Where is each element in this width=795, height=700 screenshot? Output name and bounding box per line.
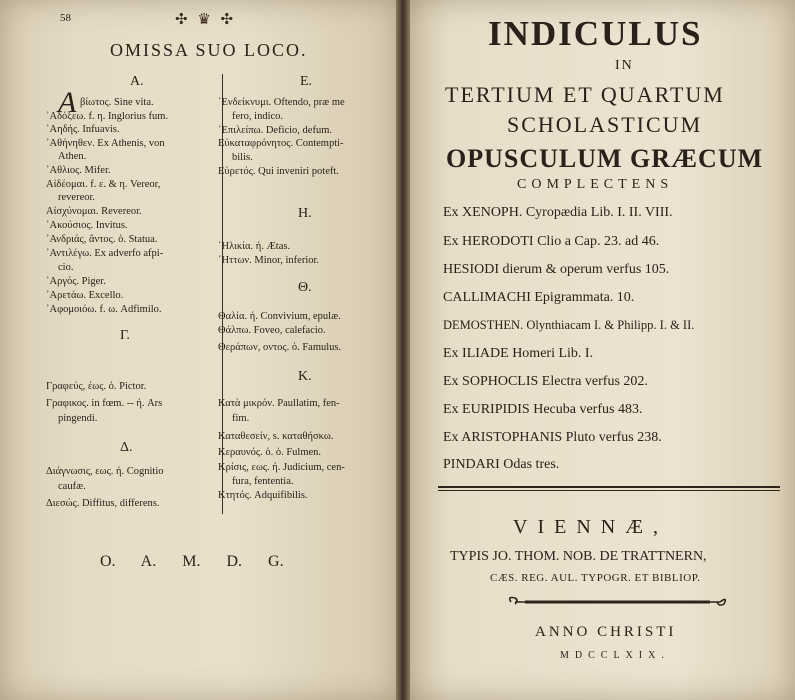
entry-alpha: ᾿Αθήνηθεν. Ex Athenis, von <box>46 138 165 149</box>
title-line-4: COMPLECTENS <box>517 177 674 192</box>
crown-ornament-icon: ✣ ♛ ✣ <box>175 12 237 28</box>
entry-eta: ῾Ηττων. Minor, inferior. <box>218 255 320 266</box>
left-page-title: OMISSA SUO LOCO. <box>110 40 308 60</box>
contents-item: CALLIMACHI Epigrammata. 10. <box>443 290 635 305</box>
imprint-year: MDCCLXIX. <box>560 650 670 661</box>
entry-epsilon: Εὐκαταφρόνητος. Contempti- <box>218 138 344 149</box>
heading-kappa: K. <box>298 369 312 384</box>
entry-epsilon: Εὑρετός. Qui inveniri poteft. <box>218 166 339 177</box>
entry-alpha: ᾿Αντιλέγω. Ex adverfo afpi- <box>46 248 164 259</box>
entry-kappa: Καταθεσείν, s. καταθήσκω. <box>218 431 334 442</box>
entry-gamma: Γραφικος. in fœm. -- ή. Ars <box>46 398 163 409</box>
title-line-2: SCHOLASTICUM <box>507 112 703 137</box>
contents-item: Ex XENOPH. Cyropædia Lib. I. II. VIII. <box>443 205 673 220</box>
entry-gamma: Γραφεύς, έως. ὁ. Pictor. <box>46 381 147 392</box>
entry-alpha: ᾿Ανδριάς, ἄντος. ὁ. Statua. <box>46 234 158 245</box>
contents-item: HESIODI dierum & operum verfus 105. <box>443 262 670 277</box>
contents-item: PINDARI Odas tres. <box>443 457 560 472</box>
entry-alpha: Αἰδέομαι. f. ε. & η. Vereor, <box>46 179 161 190</box>
horizontal-rule <box>438 490 780 491</box>
entry-alpha: ᾿Αρετάω. Excello. <box>46 290 124 301</box>
contents-item: Ex SOPHOCLIS Electra verfus 202. <box>443 374 648 389</box>
entry-alpha: Αἰσχύνομαι. Revereor. <box>46 206 142 217</box>
entry-alpha: βίωτος. Sine vita. <box>80 97 154 108</box>
entry-theta: Θαλία. ή. Convivium, epulæ. <box>218 311 341 322</box>
drop-letter-alpha: Α <box>58 86 77 119</box>
entry-delta: Διάγνωσις, εως. ή. Cognitio <box>46 466 164 477</box>
entry-alpha: ᾿Ακούσιος. Invitus. <box>46 220 128 231</box>
entry-epsilon: ᾿Ενδείκνυμι. Oftendo, præ me <box>218 97 345 108</box>
entry-gamma: pingendi. <box>58 413 98 424</box>
entry-kappa: fura, fententia. <box>232 476 294 487</box>
entry-theta: Θάλπω. Foveo, calefacio. <box>218 325 326 336</box>
contents-item: Ex ILIADE Homeri Lib. I. <box>443 346 594 361</box>
contents-item: Ex EURIPIDIS Hecuba verfus 483. <box>443 402 643 417</box>
entry-alpha: ᾿Αθλιος. Mifer. <box>46 165 111 176</box>
amdg-footer: O. A. M. D. G. <box>100 553 284 570</box>
imprint-anno: ANNO CHRISTI <box>535 624 677 640</box>
entry-theta: Θεράπων, οντος. ὁ. Famulus. <box>218 342 342 353</box>
title-line-3: OPUSCULUM GRÆCUM <box>446 144 764 173</box>
contents-item: Ex HERODOTI Clio a Cap. 23. ad 46. <box>443 234 660 249</box>
entry-eta: ῾Ηλικία. ή. Ætas. <box>218 241 291 252</box>
entry-kappa: Κεραυνός. ὁ. ὁ. Fulmen. <box>218 447 322 458</box>
entry-alpha: ᾿Αηδής. Infuavis. <box>46 124 120 135</box>
entry-epsilon: fero, indico. <box>232 111 284 122</box>
entry-kappa: Κατὰ μικρόν. Paullatim, fen- <box>218 398 340 409</box>
entry-alpha: ᾿Αφομοιόω. f. ω. Adfimilo. <box>46 304 162 315</box>
heading-delta: Δ. <box>120 440 133 455</box>
heading-gamma: Γ. <box>120 328 130 343</box>
entry-alpha: ᾿Αργός. Piger. <box>46 276 106 287</box>
heading-epsilon: E. <box>300 74 313 89</box>
entry-alpha: ᾿Αδόξεω. f. η. Inglorius fum. <box>46 111 169 122</box>
imprint-city: VIENNÆ, <box>513 516 668 538</box>
entry-epsilon: ᾿Επιλείπω. Deficio, defum. <box>218 125 333 136</box>
entry-kappa: fim. <box>232 413 250 424</box>
entry-kappa: Κτητός. Adquifibilis. <box>218 490 308 501</box>
title-line-1: TERTIUM ET QUARTUM <box>445 82 725 107</box>
title-in: IN <box>615 58 634 73</box>
heading-eta: H. <box>298 206 312 221</box>
contents-item: DEMOSTHEN. Olynthiacam I. & Philipp. I. & II. <box>443 318 695 332</box>
imprint-printer-sub: CÆS. REG. AUL. TYPOGR. ET BIBLIOP. <box>490 572 701 584</box>
imprint-printer: TYPIS JO. THOM. NOB. DE TRATTNERN, <box>450 549 707 564</box>
book-gutter <box>396 0 410 700</box>
entry-alpha: Athen. <box>58 151 87 162</box>
heading-alpha: A. <box>130 74 144 89</box>
entry-alpha: cio. <box>58 262 74 273</box>
horizontal-rule <box>438 486 780 488</box>
entry-delta: caufæ. <box>58 481 86 492</box>
entry-delta: Διεσώς. Diffitus, differens. <box>46 498 160 509</box>
page-number: 58 <box>60 12 71 24</box>
entry-kappa: Κρίσις, εως. ή. Judicium, cen- <box>218 462 345 473</box>
contents-item: Ex ARISTOPHANIS Pluto verfus 238. <box>443 430 662 445</box>
heading-theta: Θ. <box>298 280 312 295</box>
book-title: INDICULUS <box>488 14 703 53</box>
flourish-rule-icon <box>505 594 730 610</box>
entry-alpha: revereor. <box>58 192 96 203</box>
entry-epsilon: bilis. <box>232 152 253 163</box>
